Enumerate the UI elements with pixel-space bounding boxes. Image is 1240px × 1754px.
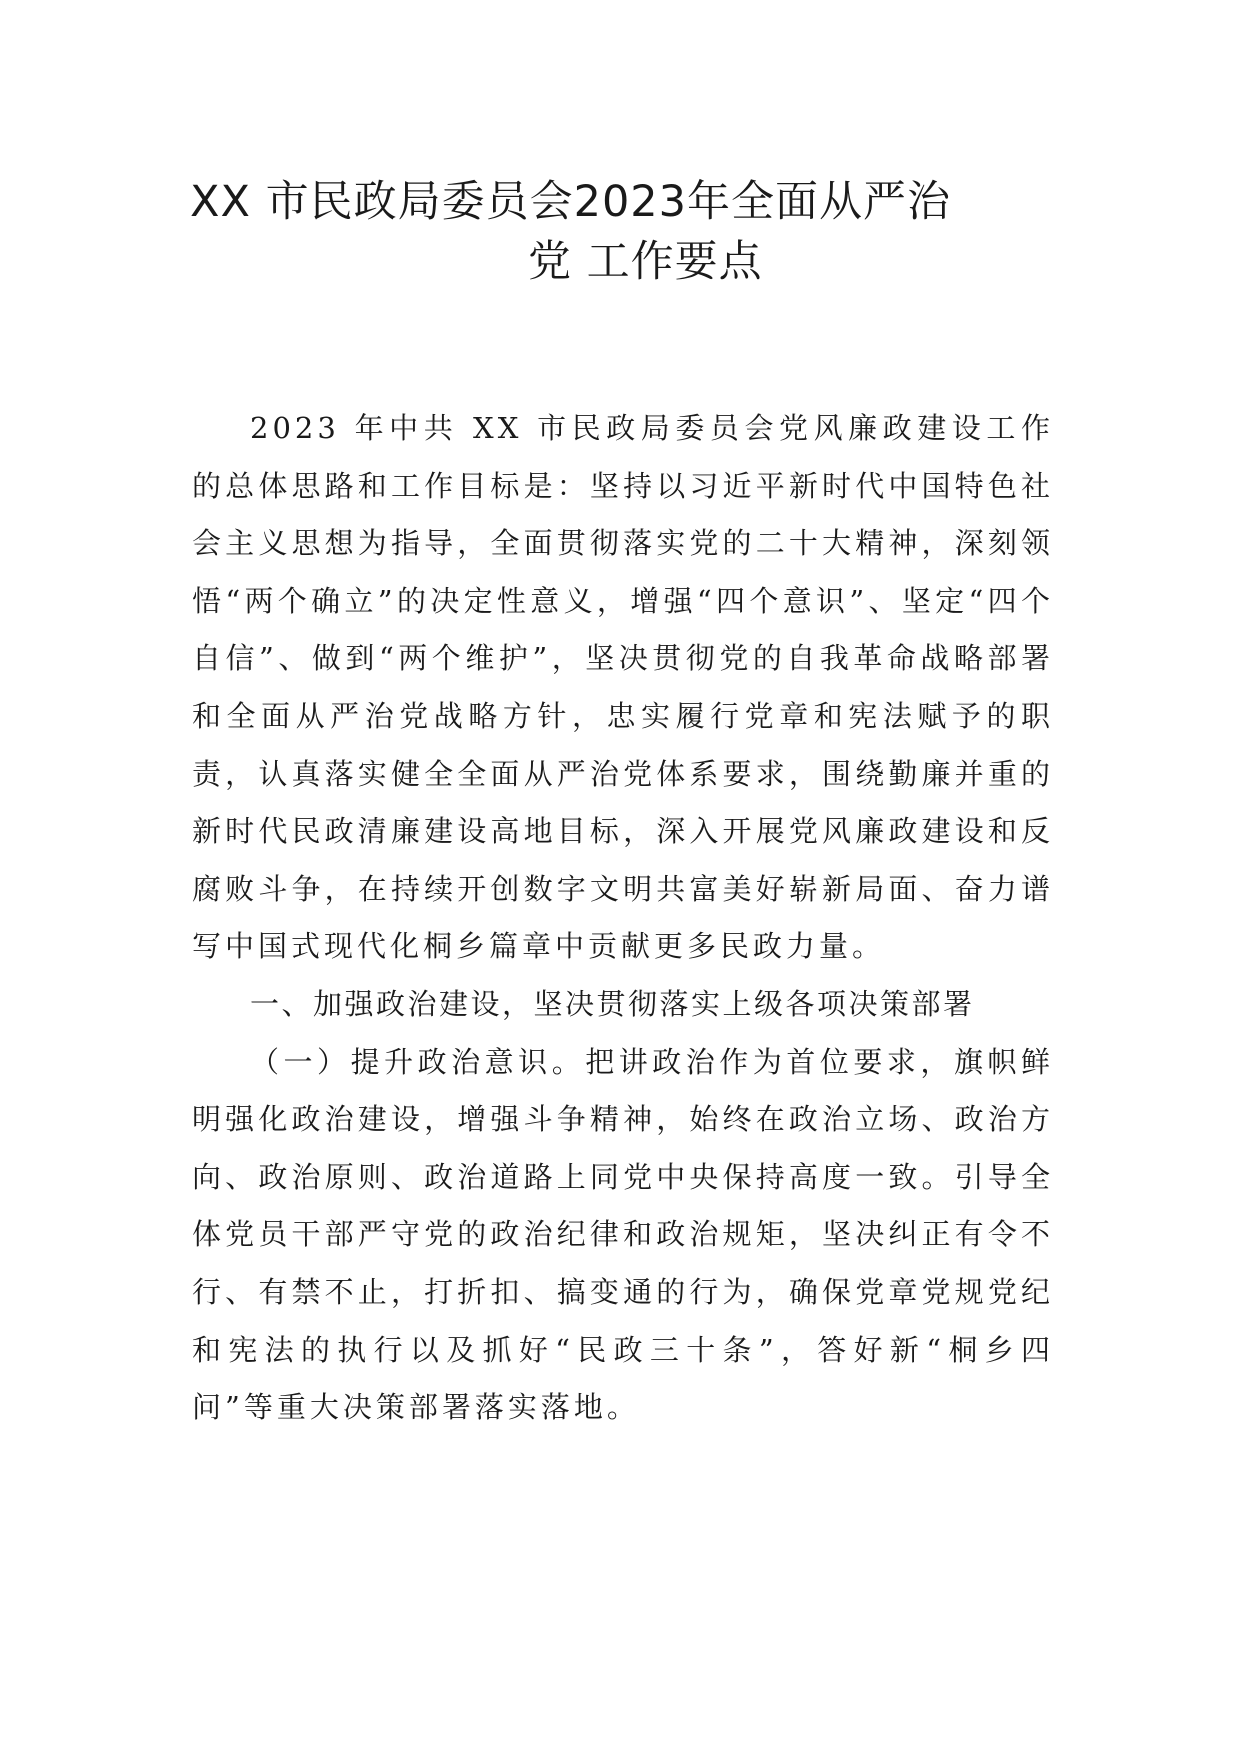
subsection-paragraph-1: （一）提升政治意识。把讲政治作为首位要求，旗帜鲜明强化政治建设，增强斗争精神，始终在政治立场、政治方向、政治原则、政治道路上同党中央保持高度一致。引导全体党员干部严守党的政治纪律和政治规矩，坚决纠正有令不行、有禁不止，打折扣、搞变通的行为，确保党章党规党纪和宪法的执行以及抓好“民政三十条”，答好新“桐乡四问”等重大决策部署落实落地。: [192, 1044, 1054, 1425]
document-body: [192, 400, 1054, 1437]
intro-paragraph: 2023 年中共 XX 市民政局委员会党风廉政建设工作的总体思路和工作目标是：坚持以习近平新时代中国特色社会主义思想为指导，全面贯彻落实党的二十大精神，深刻领悟“两个确立”的决定性意义，增强“四个意识”、坚定“四个自信”、做到“两个维护”，坚决贯彻党的自我革命战略部署和全面从严治党战略方针，忠实履行党章和宪法赋予的职责，认真落实健全全面从严治党体系要求，围绕勤廉并重的新时代民政清廉建设高地目标，深入开展党风廉政建设和反腐败斗争，在持续开创数字文明共富美好崭新局面、奋力谱写中国式现代化桐乡篇章中贡献更多民政力量。: [192, 411, 1054, 964]
section-heading-1: 一、加强政治建设，坚决贯彻落实上级各项决策部署: [250, 986, 975, 1021]
title-line-1: XX 市民政局委员会2023年全面从严治: [190, 177, 952, 227]
document-title: [150, 172, 1090, 292]
title-line-2: 党 工作要点: [528, 237, 763, 287]
